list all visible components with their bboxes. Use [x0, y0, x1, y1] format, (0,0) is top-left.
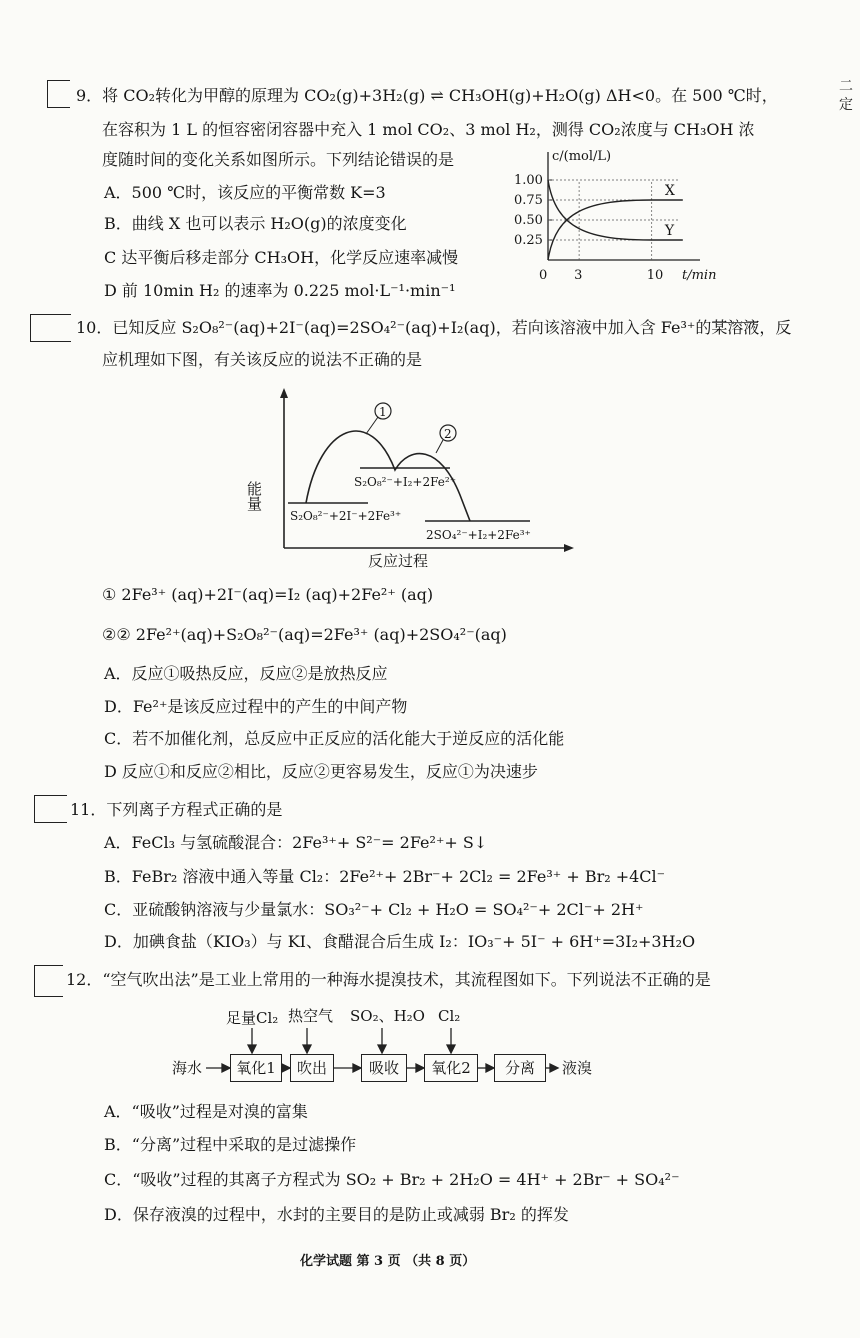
chart-series-x — [548, 200, 683, 260]
q9-stem-line2: 在容积为 1 L 的恒容密闭容器中充入 1 mol CO₂、3 mol H₂，测得 CO₂浓度与 CH₃OH 浓 — [102, 120, 755, 139]
energy-axis-label: 能量 — [245, 481, 263, 511]
q11-option-d: D．加碘食盐（KIO₃）与 KI、食醋混合后生成 I₂：IO₃⁻+ 5I⁻ + 6H⁺=3I₂+3H₂O — [104, 932, 696, 951]
stray-line — [712, 322, 758, 323]
chart-series-label-y: Y — [664, 223, 675, 239]
flow-step-absorb: 吸收 — [361, 1054, 407, 1082]
flow-output: 液溴 — [562, 1059, 593, 1077]
peak1-pointer — [366, 417, 378, 434]
reaction-axis-arrow — [564, 544, 574, 552]
chart-y-tick-label: 1.00 — [514, 173, 543, 188]
chart-y-tick-label: 0.50 — [514, 213, 543, 228]
q10-equation-2: ②② 2Fe²⁺(aq)+S₂O₈²⁻(aq)=2Fe³⁺ (aq)+2SO₄²⁻(aq) — [102, 625, 507, 644]
peak1-number: 1 — [379, 405, 387, 419]
chart-y-tick-label: 0.75 — [514, 193, 543, 208]
q10-option-a: A．反应①吸热反应，反应②是放热反应 — [104, 664, 388, 683]
peak2-number: 2 — [444, 427, 452, 441]
q12-option-d: D．保存液溴的过程中，水封的主要目的是防止或减弱 Br₂ 的挥发 — [104, 1205, 569, 1224]
margin-mark: 二 定 — [837, 78, 853, 111]
q11-stem: 11．下列离子方程式正确的是 — [70, 800, 283, 819]
q11-option-b: B．FeBr₂ 溶液中通入等量 Cl₂：2Fe²⁺+ 2Br⁻+ 2Cl₂ = 2Fe³⁺ + Br₂ +4Cl⁻ — [104, 867, 666, 886]
q12-option-a: A．“吸收”过程是对溴的富集 — [104, 1102, 308, 1121]
q9-concentration-chart — [510, 148, 717, 283]
q9-option-a: A．500 ℃时，该反应的平衡常数 K=3 — [104, 183, 386, 202]
flow-reagent-2: 热空气 — [288, 1007, 334, 1025]
chart-y-tick-label: 0.25 — [514, 233, 543, 248]
chart-series-y — [548, 180, 683, 240]
q12-stem: 12．“空气吹出法”是工业上常用的一种海水提溴技术，其流程图如下。下列说法不正确的是 — [66, 970, 711, 989]
chart-y-label: c/(mol/L) — [552, 149, 612, 164]
chart-series-label-x: X — [664, 183, 675, 199]
q9-option-d: D 前 10min H₂ 的速率为 0.225 mol·L⁻¹·min⁻¹ — [104, 281, 456, 300]
flow-step-oxidation1: 氧化1 — [230, 1054, 282, 1082]
q9-option-b: B．曲线 X 也可以表示 H₂O(g)的浓度变化 — [104, 214, 407, 233]
flow-reagent-3: SO₂、H₂O — [350, 1007, 425, 1025]
q10-stem-line2: 应机理如下图，有关该反应的说法不正确的是 — [102, 350, 423, 369]
q11-answer-box[interactable] — [34, 795, 67, 823]
q9-option-c: C 达平衡后移走部分 CH₃OH，化学反应速率减慢 — [104, 248, 459, 267]
product-label: 2SO₄²⁻+I₂+2Fe³⁺ — [426, 528, 531, 542]
flow-step-oxidation2: 氧化2 — [424, 1054, 478, 1082]
q10-stem-line1: 10．已知反应 S₂O₈²⁻(aq)+2I⁻(aq)=2SO₄²⁻(aq)+I₂(aq)，若向该溶液中加入含 Fe³⁺的某溶液，反 — [76, 318, 792, 337]
q11-option-c: C．亚硫酸钠溶液与少量氯水：SO₃²⁻+ Cl₂ + H₂O = SO₄²⁻+ 2Cl⁻+ 2H⁺ — [104, 900, 644, 919]
q10-energy-diagram — [245, 385, 580, 570]
q10-equation-1: ① 2Fe³⁺ (aq)+2I⁻(aq)=I₂ (aq)+2Fe²⁺ (aq) — [102, 585, 434, 604]
flow-reagent-1: 足量Cl₂ — [226, 1009, 279, 1027]
reactant-label: S₂O₈²⁻+2I⁻+2Fe³⁺ — [290, 509, 402, 523]
chart-x-tick-label: 3 — [574, 268, 583, 283]
reaction-axis-label: 反应过程 — [368, 552, 429, 570]
q10-option-d-first: D．Fe²⁺是该反应过程中的产生的中间产物 — [104, 697, 408, 716]
q9-stem-line1: 9．将 CO₂转化为甲醇的原理为 CO₂(g)+3H₂(g) ⇌ CH₃OH(g)+H₂O(g) ΔH<0。在 500 ℃时， — [76, 86, 778, 105]
chart-x-tick-label: 10 — [646, 268, 664, 283]
q12-option-c: C．“吸收”过程的其离子方程式为 SO₂ + Br₂ + 2H₂O = 4H⁺ + 2Br⁻ + SO₄²⁻ — [104, 1170, 680, 1189]
q10-answer-box[interactable] — [30, 314, 71, 342]
energy-axis-arrow — [280, 388, 288, 398]
chart-x-tick-label: 0 — [539, 268, 548, 283]
page-footer: 化学试题 第 3 页 （共 8 页） — [300, 1254, 476, 1269]
q10-option-c: C．若不加催化剂，总反应中正反应的活化能大于逆反应的活化能 — [104, 729, 565, 748]
chart-x-label: t/min — [682, 268, 717, 283]
flow-step-blowout: 吹出 — [290, 1054, 334, 1082]
flow-input: 海水 — [172, 1059, 203, 1077]
peak2-pointer — [436, 440, 443, 453]
q11-option-a: A．FeCl₃ 与氢硫酸混合：2Fe³⁺+ S²⁻= 2Fe²⁺+ S↓ — [104, 833, 488, 852]
flow-reagent-4: Cl₂ — [438, 1007, 461, 1025]
q9-stem-line3: 度随时间的变化关系如图所示。下列结论错误的是 — [102, 150, 455, 169]
q12-option-b: B．“分离”过程中采取的是过滤操作 — [104, 1135, 357, 1154]
q9-answer-box[interactable] — [47, 80, 70, 108]
intermediate-label: S₂O₈²⁻+I₂+2Fe²⁺ — [354, 475, 457, 489]
q12-answer-box[interactable] — [34, 965, 63, 997]
q10-option-d: D 反应①和反应②相比，反应②更容易发生，反应①为决速步 — [104, 762, 538, 781]
flow-step-separate: 分离 — [494, 1054, 546, 1082]
